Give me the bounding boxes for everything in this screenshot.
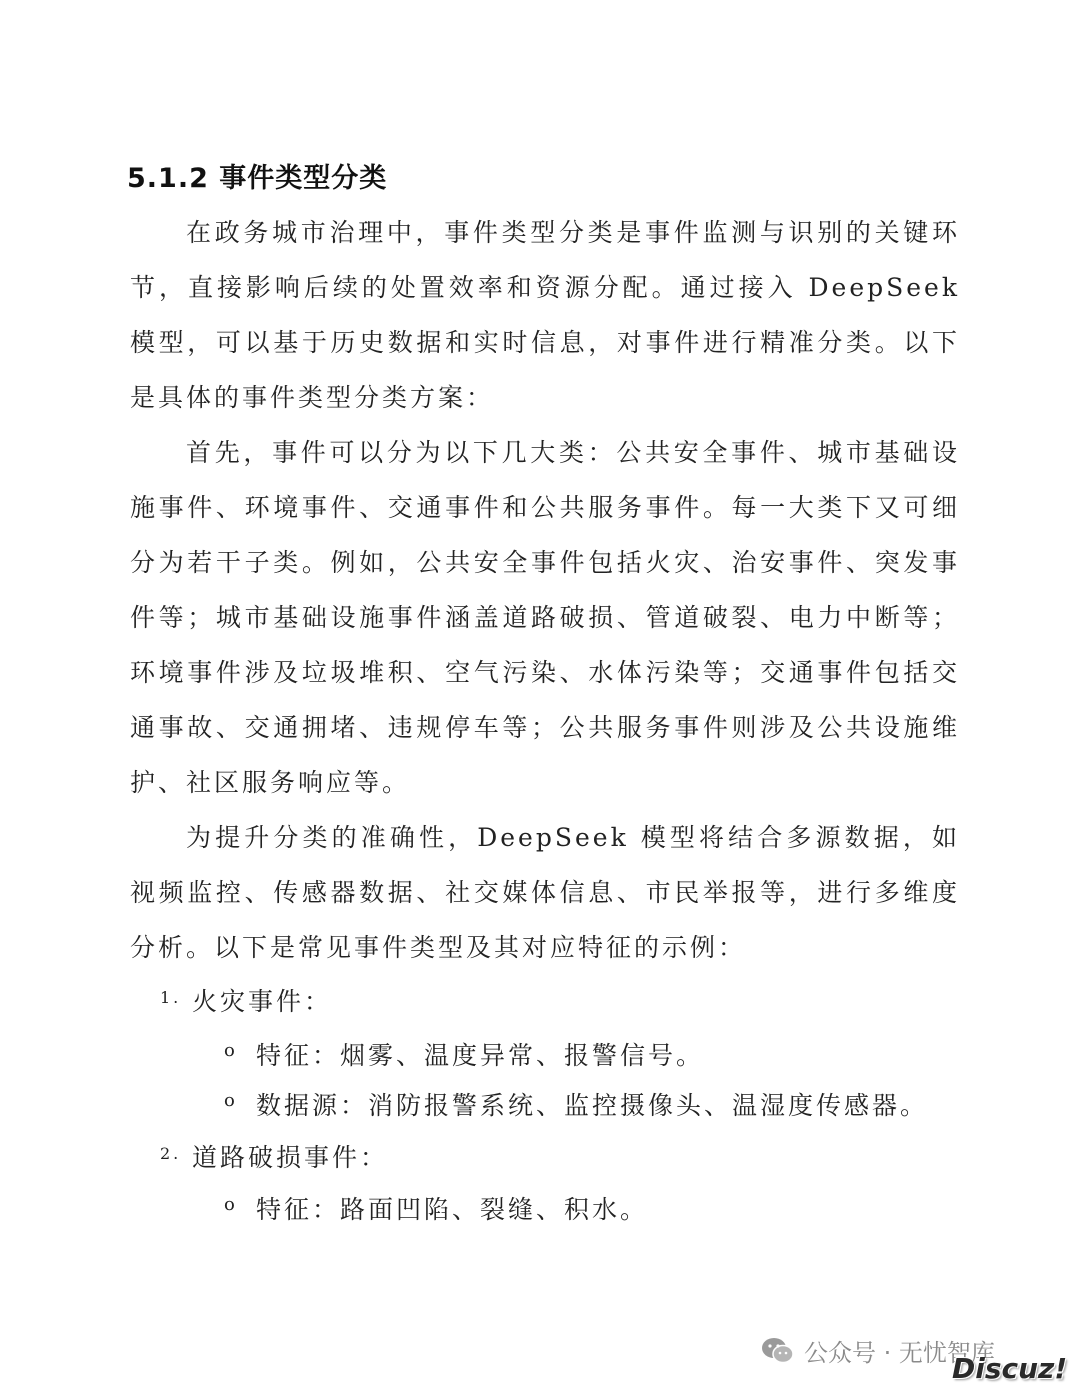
sub-list-item-text: 特征：烟雾、温度异常、报警信号。 (256, 1041, 705, 1070)
bullet-icon: o (224, 1040, 238, 1061)
sub-list-item-text: 特征：路面凹陷、裂缝、积水。 (256, 1195, 649, 1224)
list-item (0, 1128, 1080, 1183)
bullet-icon: o (224, 1090, 238, 1111)
list-item-title: 道路破损事件： (192, 1143, 389, 1172)
list-number: 2. (160, 1144, 182, 1163)
paragraph-3: 为提升分类的准确性，DeepSeek 模型将结合多源数据，如视频监控、传感器数据、社交媒体信息、市民举报等，进行多维度分析。以下是常见事件类型及其对应特征的示例： (130, 823, 960, 962)
wechat-icon (760, 1335, 796, 1367)
bullet-icon: o (224, 1194, 238, 1215)
section-heading: 5.1.2 事件类型分类 (127, 163, 388, 194)
list-item-title: 火灾事件： (192, 987, 333, 1016)
paragraph-2: 首先，事件可以分为以下几大类：公共安全事件、城市基础设施事件、环境事件、交通事件和公共服务事件。每一大类下又可细分为若干子类。例如，公共安全事件包括火灾、治安事件、突发事件等；城市基础设施事件涵盖道路破损、管道破裂、电力中断等；环境事件涉及垃圾堆积、空气污染、水体污染等；交通事件包括交通事故、交通拥堵、违规停车等；公共服务事件则涉及公共设施维护、社区服务响应等。 (130, 438, 960, 797)
paragraph-1: 在政务城市治理中，事件类型分类是事件监测与识别的关键环节，直接影响后续的处置效率和资源分配。通过接入 DeepSeek 模型，可以基于历史数据和实时信息，对事件进行精准分类。以下是具体的事件类型分类方案： (130, 218, 960, 412)
sub-list-item-text: 数据源：消防报警系统、监控摄像头、温湿度传感器。 (256, 1091, 929, 1120)
discuz-logo: Discuz! (952, 1352, 1068, 1385)
list-item (0, 972, 1080, 1027)
list-number: 1. (160, 988, 182, 1007)
body-text (130, 205, 960, 975)
sub-list-item (0, 1076, 1080, 1131)
watermark-text: 公众号 · 无忧智库 (804, 1339, 995, 1367)
sub-list-item (0, 1180, 1080, 1235)
sub-list-item (0, 1026, 1080, 1081)
